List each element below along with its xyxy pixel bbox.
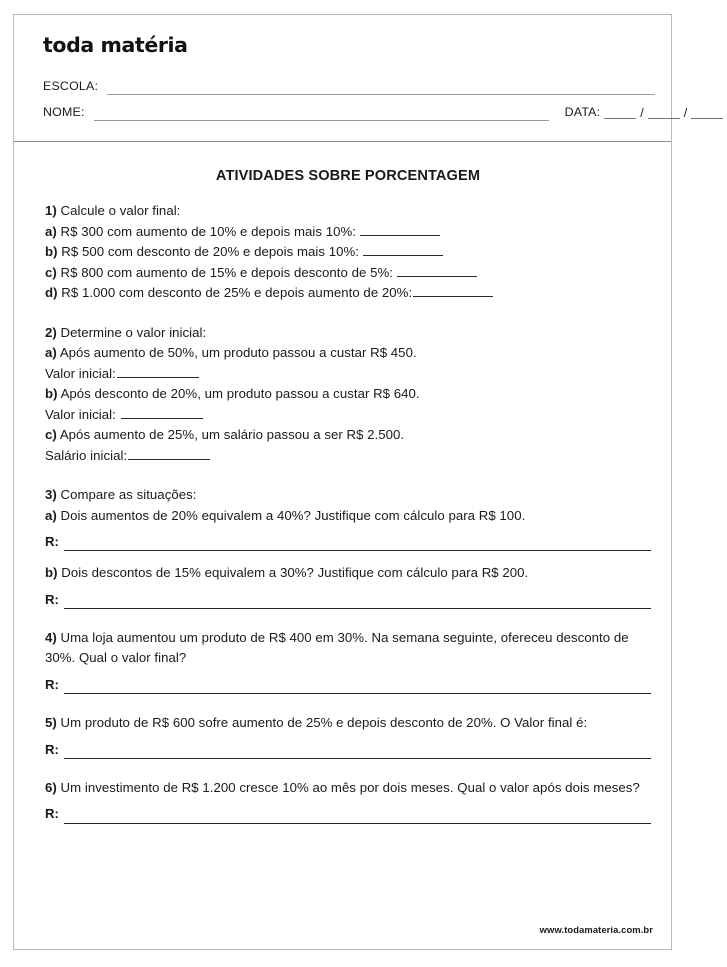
- question-1-number: 1): [45, 203, 57, 218]
- data-day-blank[interactable]: [604, 108, 636, 119]
- item-letter: b): [45, 386, 58, 401]
- item-letter: a): [45, 507, 57, 523]
- answer-label: R:: [45, 676, 59, 692]
- question-1-item-a: [45, 222, 651, 243]
- question-6-text: Um investimento de R$ 1.200 cresce 10% ao mês por dois meses. Qual o valor após dois meses?: [60, 779, 640, 795]
- question-2-item-c-sub: [45, 446, 651, 467]
- spacer: [45, 551, 651, 563]
- question-3-item-b: [45, 563, 651, 584]
- data-year-blank[interactable]: [691, 108, 723, 119]
- nome-input-rule[interactable]: [94, 109, 549, 121]
- item-letter: c): [45, 427, 57, 442]
- question-4-text-line: [45, 628, 651, 669]
- worksheet-content: [14, 142, 671, 824]
- question-1-item-b: [45, 242, 651, 263]
- data-month-blank[interactable]: [648, 108, 680, 119]
- answer-rule[interactable]: [64, 537, 651, 551]
- item-text: Após desconto de 20%, um produto passou a custar R$ 640.: [60, 386, 420, 401]
- question-2-item-b: [45, 384, 651, 405]
- answer-blank[interactable]: [397, 265, 477, 277]
- answer-label: R:: [45, 741, 59, 757]
- item-text: R$ 1.000 com desconto de 25% e depois aumento de 20%:: [61, 285, 413, 300]
- question-4-number: 4): [45, 629, 57, 645]
- question-2-item-c: [45, 425, 651, 446]
- question-6-number: 6): [45, 779, 57, 795]
- answer-blank[interactable]: [121, 407, 203, 419]
- question-2-item-a: [45, 343, 651, 364]
- answer-rule[interactable]: [64, 595, 651, 609]
- question-3a-answer-row: [45, 535, 651, 551]
- data-label: DATA:: [564, 105, 601, 119]
- escola-field-row: [43, 69, 655, 95]
- question-3-number: 3): [45, 487, 57, 502]
- item-text: Dois aumentos de 20% equivalem a 40%? Justifique com cálculo para R$ 100.: [60, 507, 526, 523]
- question-2: [45, 323, 651, 467]
- question-5-text-line: [45, 713, 651, 734]
- question-1: [45, 201, 651, 304]
- item-letter: a): [45, 223, 57, 239]
- page-title: ATIVIDADES SOBRE PORCENTAGEM: [215, 168, 481, 184]
- answer-label: R:: [45, 806, 59, 822]
- question-2-prompt-text: Determine o valor inicial:: [60, 324, 207, 340]
- footer-website: www.todamateria.com.br: [539, 924, 653, 935]
- answer-blank[interactable]: [360, 224, 440, 236]
- data-field-group: [565, 105, 727, 121]
- item-text: R$ 300 com aumento de 10% e depois mais 10%:: [60, 223, 356, 239]
- question-3-prompt: [45, 485, 651, 506]
- question-3: [45, 485, 651, 609]
- item-text: Após aumento de 50%, um produto passou a custar R$ 450.: [59, 345, 417, 360]
- question-6-answer-row: [45, 807, 651, 823]
- question-3-prompt-text: Compare as situações:: [60, 487, 197, 502]
- question-4: [45, 628, 651, 694]
- item-text: R$ 500 com desconto de 20% e depois mais 10%:: [61, 244, 359, 259]
- question-2-item-b-sub: [45, 405, 651, 426]
- item-letter: b): [45, 565, 58, 581]
- escola-input-rule[interactable]: [107, 83, 655, 95]
- escola-label: ESCOLA:: [43, 79, 99, 93]
- question-5-text: Um produto de R$ 600 sofre aumento de 25% e depois desconto de 20%. O Valor final é:: [60, 715, 588, 731]
- item-letter: a): [45, 345, 57, 360]
- item-letter: c): [45, 264, 57, 280]
- question-2-prompt: [45, 323, 651, 344]
- nome-label: NOME:: [43, 105, 85, 119]
- worksheet-page: [13, 14, 688, 950]
- answer-rule[interactable]: [64, 745, 651, 759]
- sub-label: Valor inicial:: [45, 365, 116, 381]
- question-4-text: Uma loja aumentou um produto de R$ 400 em 30%. Na semana seguinte, ofereceu desconto de 30%. Qual o valor final?: [45, 629, 629, 666]
- item-text: Após aumento de 25%, um salário passou a ser R$ 2.500.: [59, 427, 405, 442]
- answer-blank[interactable]: [413, 285, 493, 297]
- question-1-prompt: [45, 201, 651, 222]
- question-5-answer-row: [45, 743, 651, 759]
- answer-rule[interactable]: [64, 680, 651, 694]
- brand-logo: toda matéria: [43, 33, 188, 57]
- question-1-prompt-text: Calcule o valor final:: [60, 203, 181, 218]
- worksheet-header: [14, 15, 688, 142]
- question-2-item-a-sub: [45, 364, 651, 385]
- question-2-number: 2): [45, 324, 57, 340]
- item-letter: b): [45, 244, 58, 259]
- answer-label: R:: [45, 591, 59, 607]
- item-text: R$ 800 com aumento de 15% e depois desconto de 5%:: [60, 264, 393, 280]
- answer-blank[interactable]: [363, 244, 443, 256]
- question-5: [45, 713, 651, 759]
- nome-data-field-row: [43, 95, 688, 121]
- answer-blank[interactable]: [128, 448, 210, 460]
- data-separator-2: /: [683, 105, 688, 120]
- question-6: [45, 778, 651, 824]
- answer-blank[interactable]: [117, 366, 199, 378]
- answer-label: R:: [45, 534, 59, 549]
- item-letter: d): [45, 285, 58, 300]
- question-5-number: 5): [45, 715, 57, 731]
- question-3b-answer-row: [45, 593, 651, 609]
- question-1-item-c: [45, 263, 651, 284]
- question-1-item-d: [45, 283, 651, 304]
- sub-label: Salário inicial:: [45, 447, 128, 463]
- item-text: Dois descontos de 15% equivalem a 30%? Justifique com cálculo para R$ 200.: [61, 565, 529, 581]
- sub-label: Valor inicial:: [45, 406, 120, 422]
- data-separator-1: /: [640, 105, 644, 120]
- answer-rule[interactable]: [64, 810, 651, 824]
- question-4-answer-row: [45, 678, 651, 694]
- question-3-item-a: [45, 506, 651, 527]
- question-6-text-line: [45, 778, 651, 799]
